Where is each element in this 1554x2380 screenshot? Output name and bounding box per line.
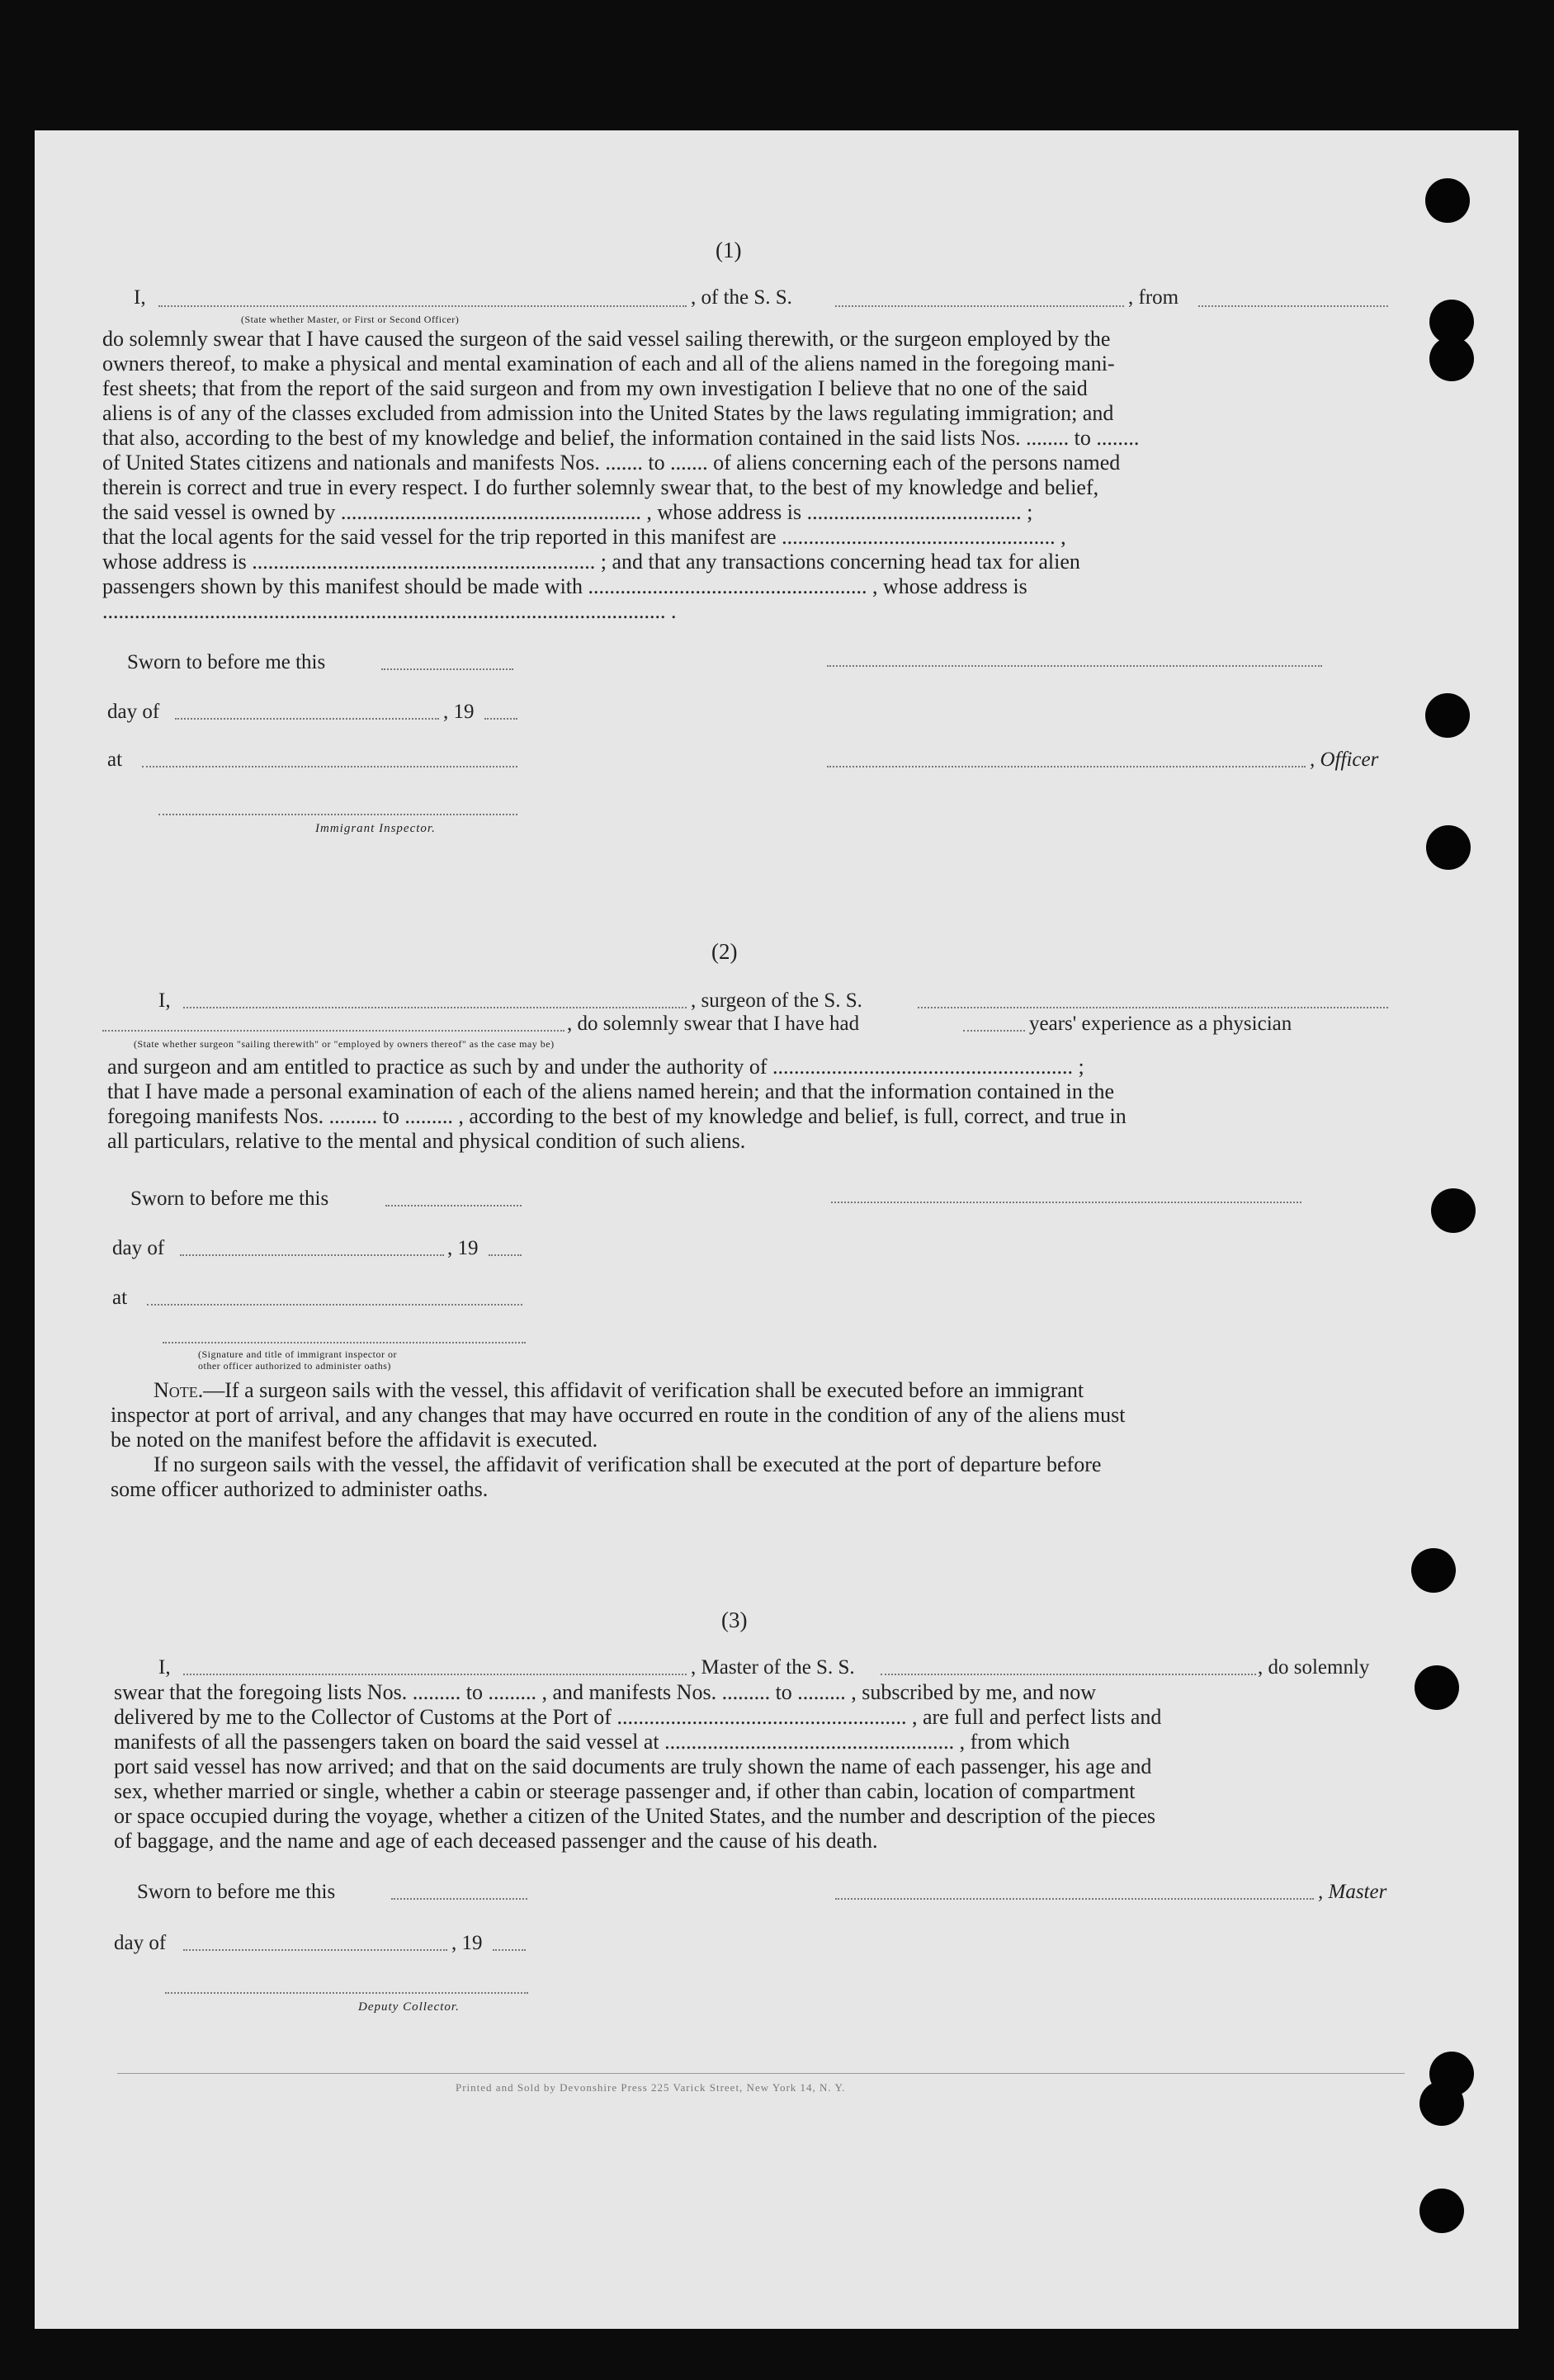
- place-field-2[interactable]: [147, 1304, 522, 1306]
- year-label-2: , 19: [447, 1237, 479, 1259]
- body-line: aliens is of any of the classes excluded from admission into the United States by the laws regulating immigration; and: [102, 401, 1114, 425]
- punch-hole: [1429, 337, 1474, 381]
- footer-rule: [117, 2073, 1405, 2074]
- punch-hole: [1419, 2081, 1464, 2126]
- section-3-number: (3): [721, 1608, 748, 1632]
- officer-rank-caption: (State whether Master, or First or Second Officer): [241, 314, 460, 325]
- body-line: swear that the foregoing lists Nos. ......... to ......... , and manifests Nos. ......... to ......... , subscribed by me, and now: [114, 1680, 1097, 1704]
- punch-hole: [1425, 693, 1470, 738]
- sworn-label-1: Sworn to before me this: [127, 651, 326, 673]
- body-line: do solemnly swear that I have caused the surgeon of the said vessel sailing therewith, or the surgeon employed by the: [102, 327, 1111, 351]
- note-line: If no surgeon sails with the vessel, the affidavit of verification shall be executed at the port of departure before: [154, 1452, 1102, 1476]
- year-label-3: , 19: [451, 1932, 483, 1954]
- master-name-field[interactable]: [183, 1674, 687, 1675]
- master-label: , Master: [1318, 1881, 1387, 1903]
- note-line: —If a surgeon sails with the vessel, this affidavit of verification shall be executed before an immigrant: [203, 1378, 1084, 1402]
- note-line: some officer authorized to administer oaths.: [111, 1477, 489, 1501]
- punch-hole: [1419, 2189, 1464, 2233]
- from-label: , from: [1128, 286, 1179, 309]
- years-field[interactable]: [963, 1030, 1025, 1032]
- surgeon-signature-field[interactable]: [831, 1202, 1301, 1203]
- of-the-ss-label: , of the S. S.: [691, 286, 792, 309]
- officer-signature-line-top[interactable]: [827, 665, 1322, 667]
- at-label-2: at: [112, 1287, 128, 1309]
- officer-signature-field[interactable]: [827, 766, 1306, 767]
- section-1-i: I,: [134, 286, 146, 309]
- body-line: all particulars, relative to the mental and physical condition of such aliens.: [107, 1129, 746, 1153]
- body-line: the said vessel is owned by ........................................................ , whose address is ........................................ ;: [102, 500, 1033, 524]
- from-port-field[interactable]: [1198, 305, 1388, 307]
- section-1-number: (1): [716, 238, 742, 262]
- collector-signature-field[interactable]: [165, 1992, 528, 1994]
- body-line: of baggage, and the name and age of each deceased passenger and the cause of his death.: [114, 1829, 878, 1853]
- solemnly-label-2: , do solemnly swear that I have had: [567, 1013, 860, 1035]
- form-sheet: [35, 130, 1519, 2329]
- note-line: inspector at port of arrival, and any changes that may have occurred en route in the condition of any of the aliens must: [111, 1403, 1126, 1427]
- surgeon-of-label: , surgeon of the S. S.: [691, 989, 862, 1012]
- inspector-signature-field[interactable]: [158, 814, 517, 815]
- surgeon-type-caption: (State whether surgeon "sailing therewith" or "employed by owners thereof" as the case may be): [134, 1038, 555, 1050]
- surgeon-name-field[interactable]: [183, 1007, 687, 1008]
- month-field-1[interactable]: [175, 718, 439, 720]
- body-line: owners thereof, to make a physical and mental examination of each and all of the aliens named in the foregoing mani-: [102, 352, 1115, 375]
- year-field-3[interactable]: [493, 1949, 526, 1951]
- section-2-number: (2): [711, 939, 738, 964]
- signature-caption-line-2: other officer authorized to administer oaths): [198, 1360, 391, 1372]
- body-line: or space occupied during the voyage, whether a citizen of the United States, and the number and description of the pieces: [114, 1804, 1156, 1828]
- sworn-day-field-2[interactable]: [385, 1205, 522, 1207]
- note-block: [111, 1378, 1398, 1502]
- officer-label: , Officer: [1310, 748, 1379, 771]
- body-line: of United States citizens and nationals and manifests Nos. ....... to ....... of aliens concerning each of the persons named: [102, 451, 1121, 475]
- at-label-1: at: [107, 748, 123, 771]
- day-of-label-1: day of: [107, 701, 160, 723]
- body-line: that I have made a personal examination of each of the aliens named herein; and that the information contained in the: [107, 1079, 1115, 1103]
- section-2-i: I,: [158, 989, 171, 1012]
- officer-name-field[interactable]: [158, 305, 687, 307]
- note-label: Note.: [154, 1378, 204, 1402]
- day-of-label-2: day of: [112, 1237, 165, 1259]
- vessel-name-field-3[interactable]: [881, 1674, 1256, 1675]
- body-line: sex, whether married or single, whether a cabin or steerage passenger and, if other than cabin, location of compartment: [114, 1779, 1136, 1803]
- inspector-caption: Immigrant Inspector.: [315, 822, 436, 835]
- section-2-body: [107, 1055, 1399, 1154]
- master-of-label: , Master of the S. S.: [691, 1656, 855, 1679]
- body-line: whose address is ................................................................ ; and that any transactions concerning head tax for alien: [102, 550, 1080, 574]
- sworn-label-2: Sworn to before me this: [130, 1188, 329, 1210]
- body-line: manifests of all the passengers taken on board the said vessel at ...................................................... , from which: [114, 1730, 1070, 1754]
- year-field-2[interactable]: [489, 1254, 522, 1256]
- sworn-day-field-3[interactable]: [391, 1898, 527, 1900]
- punch-hole: [1411, 1548, 1456, 1593]
- deputy-collector-caption: Deputy Collector.: [358, 2000, 460, 2014]
- punch-hole: [1426, 825, 1471, 870]
- sworn-label-3: Sworn to before me this: [137, 1881, 336, 1903]
- punch-hole: [1425, 178, 1470, 223]
- vessel-name-field-2[interactable]: [918, 1007, 1388, 1008]
- month-field-2[interactable]: [180, 1254, 444, 1256]
- surgeon-type-field[interactable]: [102, 1030, 564, 1032]
- body-line: port said vessel has now arrived; and that on the said documents are truly shown the name of each passenger, his age and: [114, 1754, 1152, 1778]
- vessel-name-field-1[interactable]: [835, 305, 1124, 307]
- section-1-body: [102, 327, 1398, 624]
- year-label-1: , 19: [443, 701, 475, 723]
- punch-hole: [1431, 1188, 1476, 1233]
- body-line: delivered by me to the Collector of Customs at the Port of ...................................................... , are full and perfect lists and: [114, 1705, 1162, 1729]
- place-field-1[interactable]: [142, 766, 517, 767]
- printer-footer: Printed and Sold by Devonshire Press 225 Varick Street, New York 14, N. Y.: [456, 2081, 846, 2094]
- day-of-label-3: day of: [114, 1932, 167, 1954]
- section-3-i: I,: [158, 1656, 171, 1679]
- signature-caption-line-1: (Signature and title of immigrant inspector or: [198, 1348, 397, 1360]
- solemnly-label-3: , do solemnly: [1258, 1656, 1370, 1679]
- punch-hole: [1415, 1665, 1459, 1710]
- inspector-signature-field-2[interactable]: [163, 1342, 526, 1343]
- month-field-3[interactable]: [183, 1949, 447, 1951]
- section-3-body: [114, 1680, 1401, 1853]
- body-line: foregoing manifests Nos. ......... to ......... , according to the best of my knowledge and belief, is full, correct, and true in: [107, 1104, 1127, 1128]
- master-signature-field[interactable]: [835, 1898, 1314, 1900]
- body-line: ......................................................................................................... .: [102, 599, 677, 623]
- body-line: fest sheets; that from the report of the said surgeon and from my own investigation I believe that no one of the said: [102, 376, 1088, 400]
- year-field-1[interactable]: [484, 718, 517, 720]
- note-line: be noted on the manifest before the affidavit is executed.: [111, 1428, 598, 1452]
- body-line: and surgeon and am entitled to practice as such by and under the authority of ........................................................ ;: [107, 1055, 1084, 1079]
- years-label: years' experience as a physician: [1029, 1013, 1292, 1035]
- sworn-day-field-1[interactable]: [381, 668, 513, 670]
- body-line: that also, according to the best of my knowledge and belief, the information contained in the said lists Nos. ........ to ........: [102, 426, 1140, 450]
- body-line: therein is correct and true in every respect. I do further solemnly swear that, to the best of my knowledge and belief,: [102, 475, 1099, 499]
- body-line: passengers shown by this manifest should be made with .................................................... , whose address is: [102, 574, 1027, 598]
- body-line: that the local agents for the said vessel for the trip reported in this manifest are ................................................... ,: [102, 525, 1066, 549]
